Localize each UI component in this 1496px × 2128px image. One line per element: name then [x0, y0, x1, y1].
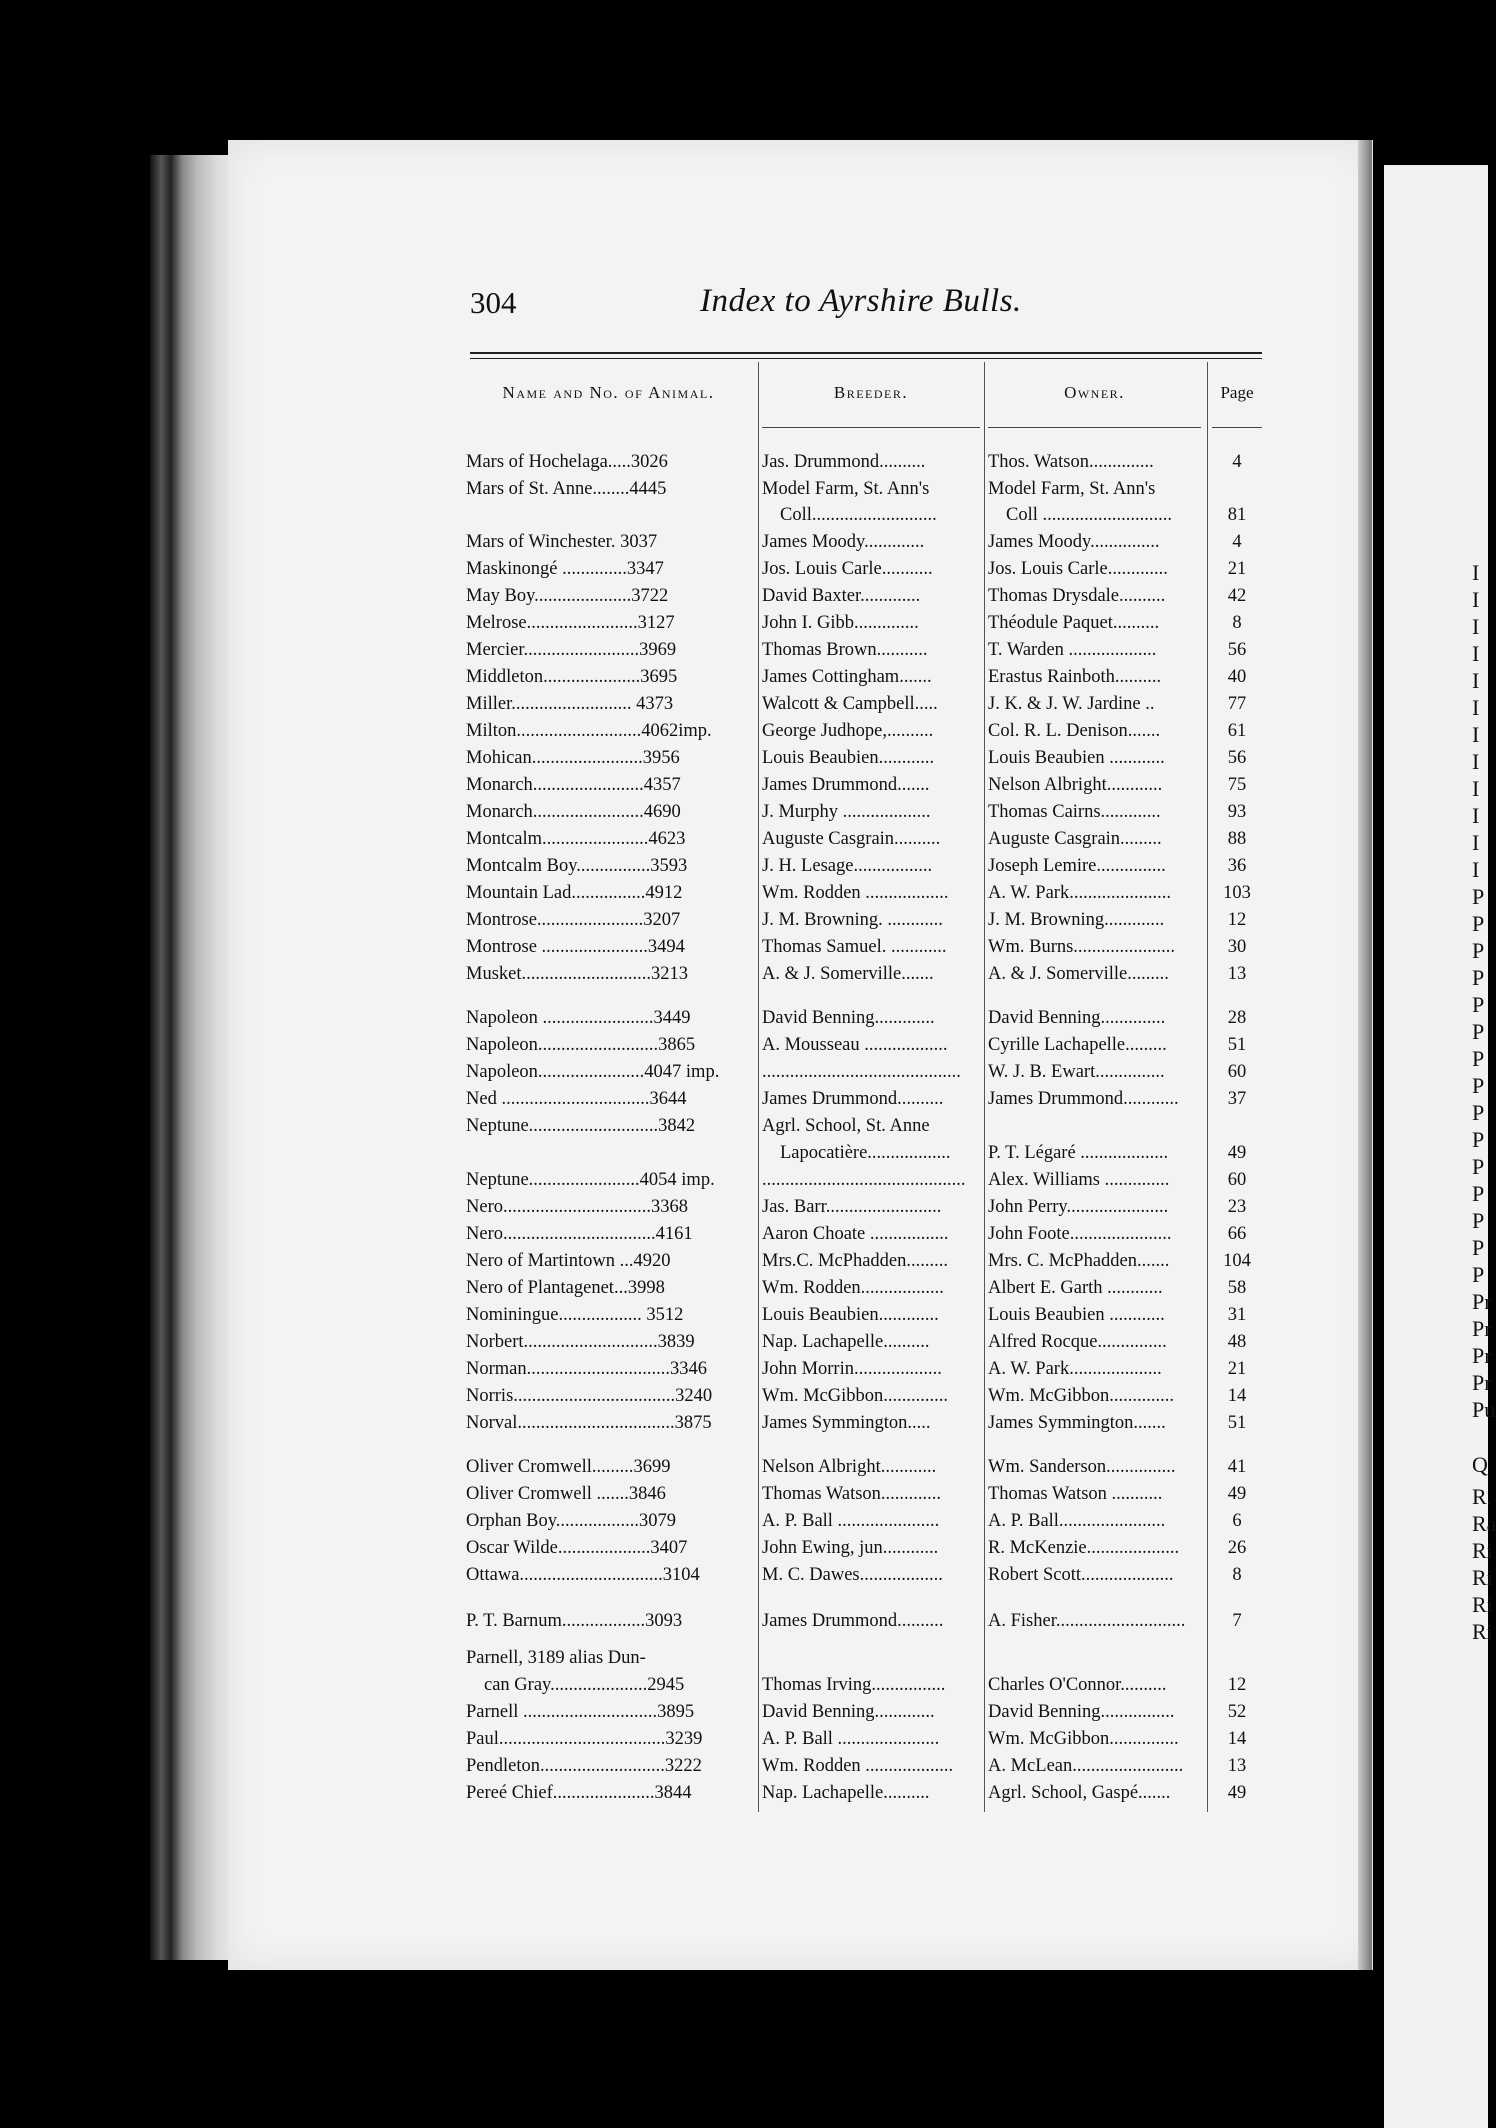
cell-page: 30: [1227, 937, 1247, 957]
cell-breeder: Auguste Casgrain..........: [762, 829, 941, 849]
cell-name: Norbert.............................3839: [466, 1332, 695, 1352]
cell-name: Orphan Boy..................3079: [466, 1511, 676, 1531]
cell-name: Norval..................................3875: [466, 1413, 712, 1433]
cell-breeder: David Benning.............: [762, 1702, 935, 1722]
cell-owner: A. P. Ball.......................: [988, 1511, 1166, 1531]
header-rule-thin: [470, 358, 1262, 359]
cell-page: 4: [1232, 452, 1242, 472]
facing-page-letter: Ri: [1472, 1538, 1493, 1563]
cell-breeder: ...........................................: [762, 1062, 961, 1082]
cell-breeder: Walcott & Campbell.....: [762, 694, 938, 714]
cell-page: 4: [1232, 532, 1242, 552]
facing-page-letter: Pu: [1472, 1397, 1496, 1422]
facing-page-letter: I: [1472, 641, 1480, 666]
facing-page-letter: P: [1472, 965, 1485, 990]
cell-page: 8: [1232, 1565, 1242, 1585]
cell-breeder: Lapocatière..................: [780, 1143, 951, 1163]
facing-page-letter: I: [1472, 614, 1480, 639]
cell-breeder: J. M. Browning. ............: [762, 910, 943, 930]
cell-name: Mars of Winchester. 3037: [466, 532, 658, 552]
cell-name: Norris...................................3240: [466, 1386, 713, 1406]
cell-owner: Thomas Drysdale..........: [988, 586, 1166, 606]
cell-owner: Col. R. L. Denison.......: [988, 721, 1161, 741]
cell-page: 23: [1227, 1197, 1247, 1217]
facing-page-letter: Ra: [1472, 1511, 1496, 1536]
cell-breeder: Thomas Brown...........: [762, 640, 928, 660]
cell-breeder: Wm. Rodden..................: [762, 1278, 944, 1298]
cell-name: Nero.................................4161: [466, 1224, 693, 1244]
cell-name: can Gray.....................2945: [484, 1675, 685, 1695]
cell-owner: Alfred Rocque...............: [988, 1332, 1167, 1352]
facing-page-letter: Pr: [1472, 1370, 1492, 1395]
cell-name: May Boy.....................3722: [466, 586, 669, 606]
cell-owner: R. McKenzie....................: [988, 1538, 1180, 1558]
cell-owner: A. W. Park......................: [988, 883, 1171, 903]
cell-page: 12: [1227, 1675, 1247, 1695]
cell-owner: Thomas Watson ...........: [988, 1484, 1163, 1504]
cell-page: 13: [1227, 964, 1247, 984]
column-divider: [984, 362, 985, 1812]
cell-breeder: Wm. Rodden ...................: [762, 1756, 954, 1776]
facing-page-letter: I: [1472, 695, 1480, 720]
cell-name: Napoleon.......................4047 imp.: [466, 1062, 720, 1082]
cell-name: Oscar Wilde....................3407: [466, 1538, 688, 1558]
facing-page-letter: I: [1472, 857, 1480, 882]
cell-name: Ned ................................3644: [466, 1089, 687, 1109]
cell-page: 61: [1227, 721, 1247, 741]
cell-breeder: Thomas Irving................: [762, 1675, 946, 1695]
facing-page-letter: Ri: [1472, 1565, 1493, 1590]
cell-breeder: Coll...........................: [780, 505, 937, 525]
column-divider: [758, 362, 759, 1812]
cell-owner: A. McLean........................: [988, 1756, 1184, 1776]
cell-breeder: A. P. Ball ......................: [762, 1511, 940, 1531]
cell-owner: Jos. Louis Carle.............: [988, 559, 1168, 579]
cell-page: 58: [1227, 1278, 1247, 1298]
facing-page-letter: I: [1472, 803, 1480, 828]
cell-page: 6: [1232, 1511, 1242, 1531]
cell-owner: David Benning..............: [988, 1008, 1166, 1028]
cell-page: 37: [1227, 1089, 1247, 1109]
cell-owner: Louis Beaubien ............: [988, 1305, 1165, 1325]
cell-name: Mountain Lad................4912: [466, 883, 683, 903]
cell-breeder: Model Farm, St. Ann's: [762, 479, 930, 499]
cell-name: Montrose.......................3207: [466, 910, 681, 930]
cell-breeder: A. & J. Somerville.......: [762, 964, 934, 984]
cell-owner: Wm. Sanderson...............: [988, 1457, 1176, 1477]
cell-breeder: John Morrin...................: [762, 1359, 942, 1379]
cell-breeder: Aaron Choate .................: [762, 1224, 949, 1244]
column-header-breeder: Breeder.: [833, 383, 909, 402]
cell-page: 36: [1227, 856, 1247, 876]
cell-name: Miller.......................... 4373: [466, 694, 674, 714]
cell-owner: Wm. McGibbon...............: [988, 1729, 1179, 1749]
facing-page-letter: P: [1472, 911, 1485, 936]
facing-page-letter: P: [1472, 1154, 1485, 1179]
cell-owner: Joseph Lemire...............: [988, 856, 1166, 876]
cell-breeder: David Baxter.............: [762, 586, 921, 606]
cell-page: 28: [1227, 1008, 1247, 1028]
cell-breeder: A. P. Ball ......................: [762, 1729, 940, 1749]
cell-page: 12: [1227, 910, 1247, 930]
cell-owner: Charles O'Connor..........: [988, 1675, 1167, 1695]
cell-owner: Théodule Paquet..........: [988, 613, 1160, 633]
facing-page-letter: Ri: [1472, 1619, 1493, 1644]
cell-breeder: Jos. Louis Carle...........: [762, 559, 933, 579]
cell-page: 103: [1223, 883, 1251, 903]
page-gutter-edge: [1358, 140, 1372, 1970]
cell-name: Nero................................3368: [466, 1197, 688, 1217]
cell-name: Mars of Hochelaga.....3026: [466, 452, 668, 472]
facing-page-letter: P: [1472, 1235, 1485, 1260]
cell-page: 49: [1227, 1143, 1247, 1163]
cell-name: Paul....................................3239: [466, 1729, 703, 1749]
cell-page: 48: [1227, 1332, 1247, 1352]
column-header-underline: [1212, 427, 1262, 428]
facing-page-letter: I: [1472, 830, 1480, 855]
cell-breeder: Wm. Rodden ..................: [762, 883, 949, 903]
cell-owner: Cyrille Lachapelle.........: [988, 1035, 1167, 1055]
cell-breeder: Agrl. School, St. Anne: [762, 1116, 930, 1136]
facing-page-letter: I: [1472, 776, 1480, 801]
cell-breeder: Mrs.C. McPhadden.........: [762, 1251, 949, 1271]
cell-name: Monarch........................4357: [466, 775, 681, 795]
cell-page: 41: [1227, 1457, 1247, 1477]
cell-breeder: David Benning.............: [762, 1008, 935, 1028]
cell-breeder: John Ewing, jun............: [762, 1538, 939, 1558]
cell-page: 49: [1227, 1484, 1247, 1504]
cell-owner: Louis Beaubien ............: [988, 748, 1165, 768]
cell-page: 51: [1227, 1035, 1247, 1055]
cell-owner: John Foote......................: [988, 1224, 1172, 1244]
cell-name: Napoleon ........................3449: [466, 1008, 691, 1028]
cell-owner: A. & J. Somerville.........: [988, 964, 1169, 984]
column-header-owner: Owner.: [1064, 383, 1125, 402]
cell-owner: Alex. Williams ..............: [988, 1170, 1170, 1190]
cell-owner: Wm. McGibbon..............: [988, 1386, 1175, 1406]
cell-name: Mohican........................3956: [466, 748, 680, 768]
cell-page: 75: [1227, 775, 1247, 795]
cell-owner: Thos. Watson..............: [988, 452, 1154, 472]
column-header-page: Page: [1220, 383, 1254, 402]
cell-page: 77: [1227, 694, 1247, 714]
facing-page-letter: P: [1472, 992, 1485, 1017]
cell-page: 60: [1227, 1062, 1247, 1082]
facing-page-letter: Q: [1472, 1452, 1488, 1477]
cell-owner: A. Fisher............................: [988, 1611, 1186, 1631]
cell-breeder: James Symmington.....: [762, 1413, 931, 1433]
cell-name: Ottawa...............................3104: [466, 1565, 700, 1585]
cell-breeder: Wm. McGibbon..............: [762, 1386, 949, 1406]
cell-breeder: Nelson Albright............: [762, 1457, 937, 1477]
cell-breeder: ............................................: [762, 1170, 966, 1190]
cell-owner: James Drummond............: [988, 1089, 1179, 1109]
cell-name: Neptune............................3842: [466, 1116, 696, 1136]
cell-breeder: Nap. Lachapelle..........: [762, 1783, 930, 1803]
column-header-underline: [988, 427, 1201, 428]
cell-breeder: J. H. Lesage.................: [762, 856, 933, 876]
facing-page-letter: P: [1472, 1100, 1485, 1125]
cell-page: 56: [1227, 748, 1247, 768]
cell-breeder: George Judhope,..........: [762, 721, 934, 741]
facing-page-letter: P: [1472, 884, 1485, 909]
cell-page: 93: [1227, 802, 1247, 822]
cell-page: 26: [1227, 1538, 1247, 1558]
cell-owner: James Moody...............: [988, 532, 1160, 552]
cell-owner: T. Warden ...................: [988, 640, 1157, 660]
cell-owner: A. W. Park....................: [988, 1359, 1162, 1379]
facing-page-letter: Ri: [1472, 1592, 1493, 1617]
cell-name: Maskinongé ..............3347: [466, 559, 664, 579]
cell-breeder: James Drummond..........: [762, 1089, 944, 1109]
cell-name: Monarch........................4690: [466, 802, 681, 822]
cell-owner: J. M. Browning.............: [988, 910, 1165, 930]
header-rule-thick: [470, 352, 1262, 354]
cell-breeder: James Cottingham.......: [762, 667, 932, 687]
cell-name: Montcalm Boy................3593: [466, 856, 688, 876]
facing-page-letter: Pr: [1472, 1316, 1492, 1341]
cell-breeder: Thomas Watson.............: [762, 1484, 942, 1504]
facing-page-letter: I: [1472, 722, 1480, 747]
column-divider: [1207, 362, 1208, 1812]
cell-owner: Model Farm, St. Ann's: [988, 479, 1156, 499]
cell-page: 14: [1227, 1729, 1247, 1749]
cell-name: Parnell .............................3895: [466, 1702, 695, 1722]
facing-page-letter: P: [1472, 1262, 1485, 1287]
cell-name: Norman...............................3346: [466, 1359, 707, 1379]
cell-page: 13: [1227, 1756, 1247, 1776]
facing-page-letter: P: [1472, 938, 1485, 963]
facing-page-letter: P: [1472, 1127, 1485, 1152]
cell-breeder: James Moody.............: [762, 532, 925, 552]
cell-owner: Auguste Casgrain.........: [988, 829, 1162, 849]
cell-owner: Robert Scott....................: [988, 1565, 1174, 1585]
cell-page: 51: [1227, 1413, 1247, 1433]
facing-page-letter: P: [1472, 1073, 1485, 1098]
cell-name: Oliver Cromwell.........3699: [466, 1457, 671, 1477]
cell-page: 52: [1227, 1702, 1247, 1722]
cell-breeder: Jas. Barr.........................: [762, 1197, 942, 1217]
cell-name: Montrose .......................3494: [466, 937, 685, 957]
page-number: 304: [470, 285, 517, 320]
column-header-underline: [762, 427, 980, 428]
running-title: Index to Ayrshire Bulls.: [700, 283, 1022, 319]
cell-owner: Erastus Rainboth..........: [988, 667, 1162, 687]
cell-name: Middleton.....................3695: [466, 667, 678, 687]
cell-breeder: James Drummond..........: [762, 1611, 944, 1631]
facing-page-letter: P: [1472, 1046, 1485, 1071]
cell-page: 60: [1227, 1170, 1247, 1190]
cell-name: Milton...........................4062imp.: [466, 721, 712, 741]
cell-page: 49: [1227, 1783, 1247, 1803]
cell-name: Nero of Martintown ...4920: [466, 1251, 671, 1271]
cell-breeder: Louis Beaubien.............: [762, 1305, 939, 1325]
cell-page: 81: [1227, 505, 1247, 525]
cell-breeder: Louis Beaubien............: [762, 748, 935, 768]
cell-page: 21: [1227, 1359, 1247, 1379]
cell-owner: Coll ............................: [1006, 505, 1172, 525]
cell-owner: John Perry......................: [988, 1197, 1169, 1217]
cell-owner: Thomas Cairns.............: [988, 802, 1161, 822]
cell-breeder: M. C. Dawes..................: [762, 1565, 943, 1585]
cell-owner: Albert E. Garth ............: [988, 1278, 1163, 1298]
cell-page: 31: [1227, 1305, 1247, 1325]
facing-page-letter: R.: [1472, 1484, 1493, 1509]
cell-breeder: Nap. Lachapelle..........: [762, 1332, 930, 1352]
cell-name: Neptune........................4054 imp.: [466, 1170, 715, 1190]
cell-owner: Wm. Burns......................: [988, 937, 1176, 957]
cell-owner: P. T. Légaré ...................: [988, 1143, 1169, 1163]
cell-owner: David Benning................: [988, 1702, 1175, 1722]
cell-owner: Agrl. School, Gaspé.......: [988, 1783, 1171, 1803]
facing-page-letter: Pr: [1472, 1343, 1492, 1368]
cell-breeder: A. Mousseau ..................: [762, 1035, 948, 1055]
facing-page-letter: P: [1472, 1181, 1485, 1206]
cell-name: Mars of St. Anne........4445: [466, 479, 667, 499]
facing-page-letter: P: [1472, 1019, 1485, 1044]
cell-name: Nero of Plantagenet...3998: [466, 1278, 665, 1298]
facing-page-letter: Pr: [1472, 1289, 1492, 1314]
cell-breeder: James Drummond.......: [762, 775, 930, 795]
cell-breeder: J. Murphy ...................: [762, 802, 931, 822]
facing-page-letter: I: [1472, 587, 1480, 612]
cell-name: Napoleon..........................3865: [466, 1035, 696, 1055]
cell-name: Pereé Chief......................3844: [466, 1783, 692, 1803]
cell-page: 56: [1227, 640, 1247, 660]
cell-page: 42: [1227, 586, 1247, 606]
cell-page: 66: [1227, 1224, 1247, 1244]
cell-name: P. T. Barnum..................3093: [466, 1611, 683, 1631]
cell-page: 14: [1227, 1386, 1247, 1406]
cell-page: 40: [1227, 667, 1247, 687]
facing-page-letter: P: [1472, 1208, 1485, 1233]
cell-name: Nominingue.................. 3512: [466, 1305, 684, 1325]
cell-name: Melrose........................3127: [466, 613, 675, 633]
cell-breeder: Thomas Samuel. ............: [762, 937, 947, 957]
facing-page-letter: I: [1472, 560, 1480, 585]
cell-page: 88: [1227, 829, 1247, 849]
cell-owner: W. J. B. Ewart...............: [988, 1062, 1165, 1082]
cell-owner: J. K. & J. W. Jardine ..: [988, 694, 1155, 714]
cell-page: 21: [1227, 559, 1247, 579]
cell-breeder: Jas. Drummond..........: [762, 452, 926, 472]
cell-breeder: John I. Gibb..............: [762, 613, 919, 633]
cell-name: Montcalm.......................4623: [466, 829, 686, 849]
cell-page: 7: [1232, 1611, 1242, 1631]
facing-page-letter: I: [1472, 749, 1480, 774]
cell-name: Pendleton...........................3222: [466, 1756, 702, 1776]
cell-name: Oliver Cromwell .......3846: [466, 1484, 666, 1504]
facing-page-letter: I: [1472, 668, 1480, 693]
cell-page: 104: [1223, 1251, 1251, 1271]
column-header-name: Name and No. of Animal.: [502, 383, 715, 402]
cell-name: Mercier.........................3969: [466, 640, 677, 660]
cell-owner: Mrs. C. McPhadden.......: [988, 1251, 1170, 1271]
cell-page: 8: [1232, 613, 1242, 633]
cell-owner: Nelson Albright............: [988, 775, 1163, 795]
cell-name: Parnell, 3189 alias Dun-: [466, 1648, 646, 1668]
cell-name: Musket............................3213: [466, 964, 688, 984]
cell-owner: James Symmington.......: [988, 1413, 1166, 1433]
